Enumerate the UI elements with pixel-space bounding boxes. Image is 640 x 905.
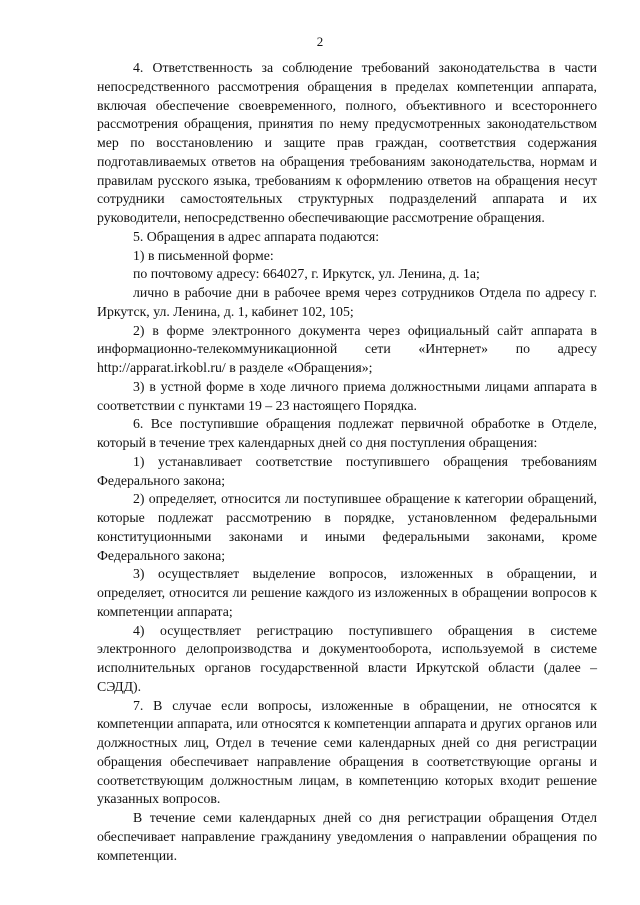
page-number: 2 — [316, 34, 324, 49]
paragraph-5-postal-address: по почтовому адресу: 664027, г. Иркутск, ул. Ленина, д. 1а; — [133, 266, 480, 282]
paragraph-6-item-1: 1) устанавливает соответствие поступившего обращения требованиям Федерального закона; — [97, 453, 597, 488]
paragraph-6-intro: 6. Все поступившие обращения подлежат первичной обработке в Отделе, который в течение трех календарных дней со дня поступления обращения: — [97, 416, 597, 450]
paragraph-5-intro: 5. Обращения в адрес аппарата подаются: — [133, 228, 380, 244]
paragraph-6-item-2: 2) определяет, относится ли поступившее обращение к категории обращений, которые подлежат рассмотрению в порядке, установленном федеральными конституционными законами и иными федеральными законами, кроме Федерального закона; — [97, 491, 597, 563]
paragraph-5-item-2: 2) в форме электронного документа через официальный сайт аппарата в информационно-телекоммуникационной сети «Интернет» по адресу http://apparat.irkobl.ru/ в разделе «Обращения»; — [97, 322, 597, 375]
paragraph-4-responsibility: 4. Ответственность за соблюдение требований законодательства в части непосредственного рассмотрения обращения в пределах компетенции аппарата, включая обеспечение своевременного, полного, объективного и всестороннего рассмотрения обращения, принятия по нему предусмотренных законодательством мер по восстановлению и защите прав граждан, соответствия содержания подготавливаемых ответов на обращения требованиям законодательства, нормам и правилам русского языка, требованиям к оформлению ответов на обращения несут сотрудники самостоятельных структурных подразделений аппарата и их руководители, непосредственно обеспечивающие рассмотрение обращения. — [97, 60, 597, 225]
paragraph-5-item-1: 1) в письменной форме: — [133, 247, 274, 263]
document-body — [97, 59, 597, 865]
paragraph-6-item-3: 3) осуществляет выделение вопросов, изложенных в обращении, и определяет, относится ли решение каждого из изложенных в обращении вопросов к компетенции аппарата; — [97, 566, 597, 619]
paragraph-5-item-3: 3) в устной форме в ходе личного приема должностными лицами аппарата в соответствии с пунктами 19 – 23 настоящего Порядка. — [97, 378, 597, 413]
paragraph-7: 7. В случае если вопросы, изложенные в обращении, не относятся к компетенции аппарата, или относятся к компетенции аппарата и других органов или должностных лиц, Отдел в течение семи календарных дней со дня регистрации обращения обеспечивает направление обращения в соответствующие органы и соответствующим должностным лицам, в компетенцию которых входит решение указанных вопросов. — [97, 697, 597, 807]
paragraph-6-item-4: 4) осуществляет регистрацию поступившего обращения в системе электронного делопроизводства и документооборота, используемой в системе исполнительных органов государственной власти Иркутской области (далее – СЭДД). — [97, 622, 597, 694]
paragraph-7-notification: В течение семи календарных дней со дня регистрации обращения Отдел обеспечивает направление гражданину уведомления о направлении обращения по компетенции. — [97, 810, 597, 863]
paragraph-5-in-person: лично в рабочие дни в рабочее время через сотрудников Отдела по адресу г. Иркутск, ул. Ленина, д. 1, кабинет 102, 105; — [97, 285, 597, 319]
